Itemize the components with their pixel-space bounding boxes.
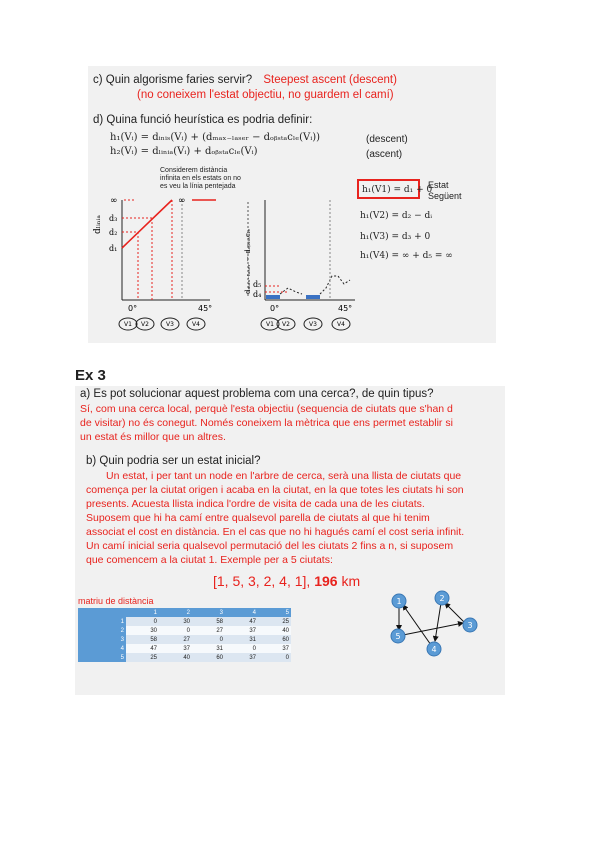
- matrix-cell: 25: [258, 617, 291, 626]
- annotation-note: [160, 167, 241, 191]
- state-v4: V4: [192, 321, 200, 328]
- answer-b-line: Un estat, i per tant un node en l'arbre de cerca, serà una llista de ciutats que: [106, 470, 462, 482]
- answer-b-line: presents. Acuesta llista indica l'ordre de visita de cada una de les ciutats.: [86, 498, 425, 510]
- question-c-text: c) Quin algorisme faries servir?: [93, 74, 253, 86]
- matrix-cell: 27: [159, 635, 192, 644]
- matrix-row: [78, 635, 291, 644]
- answer-b: [86, 469, 506, 567]
- answer-b-line: comença per la ciutat origen i acaba en la ciutat, en la que totes les ciutats hi son: [86, 484, 464, 496]
- matrix-cell: 27: [192, 626, 225, 635]
- formula-v4: h₁(V4) = ∞ + d₅ = ∞: [360, 251, 453, 261]
- answer-a-line: un estat és millor que un altres.: [80, 431, 226, 443]
- state-v1: V1: [266, 321, 274, 328]
- matrix-row: [78, 626, 291, 635]
- annotation-line: es veu la línia pentejada: [160, 183, 236, 190]
- state-v1: V1: [124, 321, 132, 328]
- node-label: 2: [439, 594, 445, 603]
- matrix-row-header: 5: [78, 653, 126, 662]
- bar-v3: [306, 295, 320, 299]
- tick-x45: 45°: [338, 304, 353, 313]
- chart-obstacle-distance: [240, 190, 365, 335]
- answer-a-line: Sí, com una cerca local, perquè l'esta objectiu (sequencia de ciutats que s'han d: [80, 403, 453, 415]
- matrix-header: 1: [126, 608, 159, 617]
- curve-left: [280, 288, 302, 294]
- matrix-cell: 40: [258, 626, 291, 635]
- matrix-cell: 31: [192, 644, 225, 653]
- state-v2: V2: [282, 321, 290, 328]
- tick-d3: d₃: [109, 214, 118, 223]
- answer-c: Steepest ascent (descent): [263, 74, 397, 86]
- matrix-row-header: 1: [78, 617, 126, 626]
- matrix-row-header: 3: [78, 635, 126, 644]
- answer-a-line: de visitar) no és conegut. Només coneixem la mètrica que ens permet establir si: [80, 417, 453, 429]
- matrix-cell: 47: [126, 644, 159, 653]
- tick-d1: d₁: [109, 244, 118, 253]
- tick-x0: 0°: [128, 304, 138, 313]
- matrix-row-header: 4: [78, 644, 126, 653]
- bar-v1: [266, 295, 280, 299]
- matrix-cell: 37: [225, 626, 258, 635]
- matrix-cell: 0: [159, 626, 192, 635]
- annotation-line: infinita en els estats on no: [160, 175, 241, 182]
- matrix-cell: 60: [258, 635, 291, 644]
- edge-5-3: [403, 623, 463, 635]
- matrix-header: 4: [225, 608, 258, 617]
- node-label: 4: [431, 645, 437, 654]
- curve-right: [320, 276, 350, 294]
- formula-v3: h₁(V3) = d₃ + 0: [360, 232, 431, 242]
- matrix-cell: 37: [258, 644, 291, 653]
- matrix-cell: 31: [225, 635, 258, 644]
- edge-3-2: [445, 603, 465, 623]
- matrix-cell: 60: [192, 653, 225, 662]
- answer-b-line: Suposem que hi ha camí entre qualsevol parella de ciutats al que hi tenim: [86, 512, 430, 524]
- matrix-cell: 0: [225, 644, 258, 653]
- tick-d5: d₅: [253, 280, 262, 289]
- matrix-row: [78, 644, 291, 653]
- route-graph: [385, 585, 490, 665]
- state-v3: V3: [309, 321, 317, 328]
- matrix-row-header: 2: [78, 626, 126, 635]
- matrix-cell: 0: [126, 617, 159, 626]
- matrix-cell: 30: [126, 626, 159, 635]
- inf-label: ∞: [178, 196, 186, 206]
- tick-d2: d₂: [109, 228, 118, 237]
- matrix-cell: 0: [258, 653, 291, 662]
- matrix-cell: 37: [159, 644, 192, 653]
- tick-x0: 0°: [270, 304, 280, 313]
- matrix-cell: 0: [192, 635, 225, 644]
- chart-line-distance: [92, 190, 232, 335]
- formula-h1: h₁(Vᵢ) = dᵢₙᵢₛ(Vᵢ) + (dₘₐₓ₋ₗₐₛₑᵣ − dₒᵦₛₜₐcₗₑ(Vᵢ)): [110, 132, 321, 143]
- distance-matrix: [78, 608, 291, 662]
- example-sequence: [213, 573, 360, 589]
- matrix-header: [78, 608, 126, 617]
- matrix-header: 5: [258, 608, 291, 617]
- example-unit: km: [341, 573, 361, 589]
- annotation-line: Considerem distància: [160, 167, 228, 174]
- label-descent: (descent): [366, 134, 408, 145]
- question-b: b) Quin podria ser un estat inicial?: [86, 455, 261, 467]
- answer-b-line: Un camí inicial seria qualsevol permutació del les ciutats 2 fins a n, si suposem: [86, 540, 454, 552]
- chart-line: [122, 200, 172, 248]
- matrix-cell: 37: [225, 653, 258, 662]
- exercise-title: Ex 3: [75, 367, 106, 384]
- state-v3: V3: [166, 321, 174, 328]
- node-label: 3: [467, 621, 473, 630]
- node-label: 5: [395, 632, 401, 641]
- tick-x45: 45°: [198, 304, 213, 313]
- node-label: 1: [396, 597, 402, 606]
- formula-h2: h₂(Vᵢ) = dₗᵢₙᵢₐ(Vᵢ) + dₒᵦₛₜₐcₗₑ(Vᵢ): [110, 146, 258, 157]
- chart2-ylabel: dₘₐₓ₋ₗₐₛₑᵣ − dₒᵦₛₜₐcₗₑ: [244, 228, 252, 294]
- matrix-header: 2: [159, 608, 192, 617]
- boxed-formula: h₁(V1) = d₁ + 0: [357, 179, 420, 199]
- example-seq: [1, 5, 3, 2, 4, 1],: [213, 573, 311, 589]
- matrix-title: matriu de distància: [78, 596, 154, 606]
- matrix-row: [78, 617, 291, 626]
- label-ascent: (ascent): [366, 149, 403, 160]
- question-a: a) Es pot solucionar aquest problema com una cerca?, de quin tipus?: [80, 388, 434, 400]
- edge-2-4: [435, 603, 441, 641]
- matrix-header: 3: [192, 608, 225, 617]
- matrix-cell: 58: [126, 635, 159, 644]
- edge-4-1: [403, 605, 431, 645]
- matrix-cell: 30: [159, 617, 192, 626]
- label-seguent: Següent: [428, 191, 462, 201]
- matrix-row: [78, 653, 291, 662]
- example-cost: 196: [314, 573, 338, 589]
- answer-b-line: associat el cost en distància. En el cas que no hi hagués camí el cost seria infinit.: [86, 526, 465, 538]
- answer-b-line: que comencem a la ciutat 1. Exemple per a 5 ciutats:: [86, 554, 333, 566]
- state-v2: V2: [141, 321, 149, 328]
- answer-a: [80, 402, 510, 444]
- formula-v2: h₁(V2) = d₂ − dᵢ: [360, 211, 433, 221]
- tick-d4: d₄: [253, 290, 262, 299]
- matrix-cell: 47: [225, 617, 258, 626]
- matrix-cell: 25: [126, 653, 159, 662]
- matrix-cell: 40: [159, 653, 192, 662]
- note-c: (no coneixem l'estat objectiu, no guardem el camí): [137, 89, 394, 101]
- question-d: d) Quina funció heurística es podria definir:: [93, 114, 313, 126]
- matrix-header-row: [78, 608, 291, 617]
- chart1-ylabel: dₗᵢₙᵢₐ: [93, 215, 103, 234]
- tick-inf: ∞: [110, 196, 118, 206]
- question-c: [93, 74, 397, 87]
- label-estat: Estat: [428, 180, 449, 190]
- matrix-cell: 58: [192, 617, 225, 626]
- state-v4: V4: [337, 321, 345, 328]
